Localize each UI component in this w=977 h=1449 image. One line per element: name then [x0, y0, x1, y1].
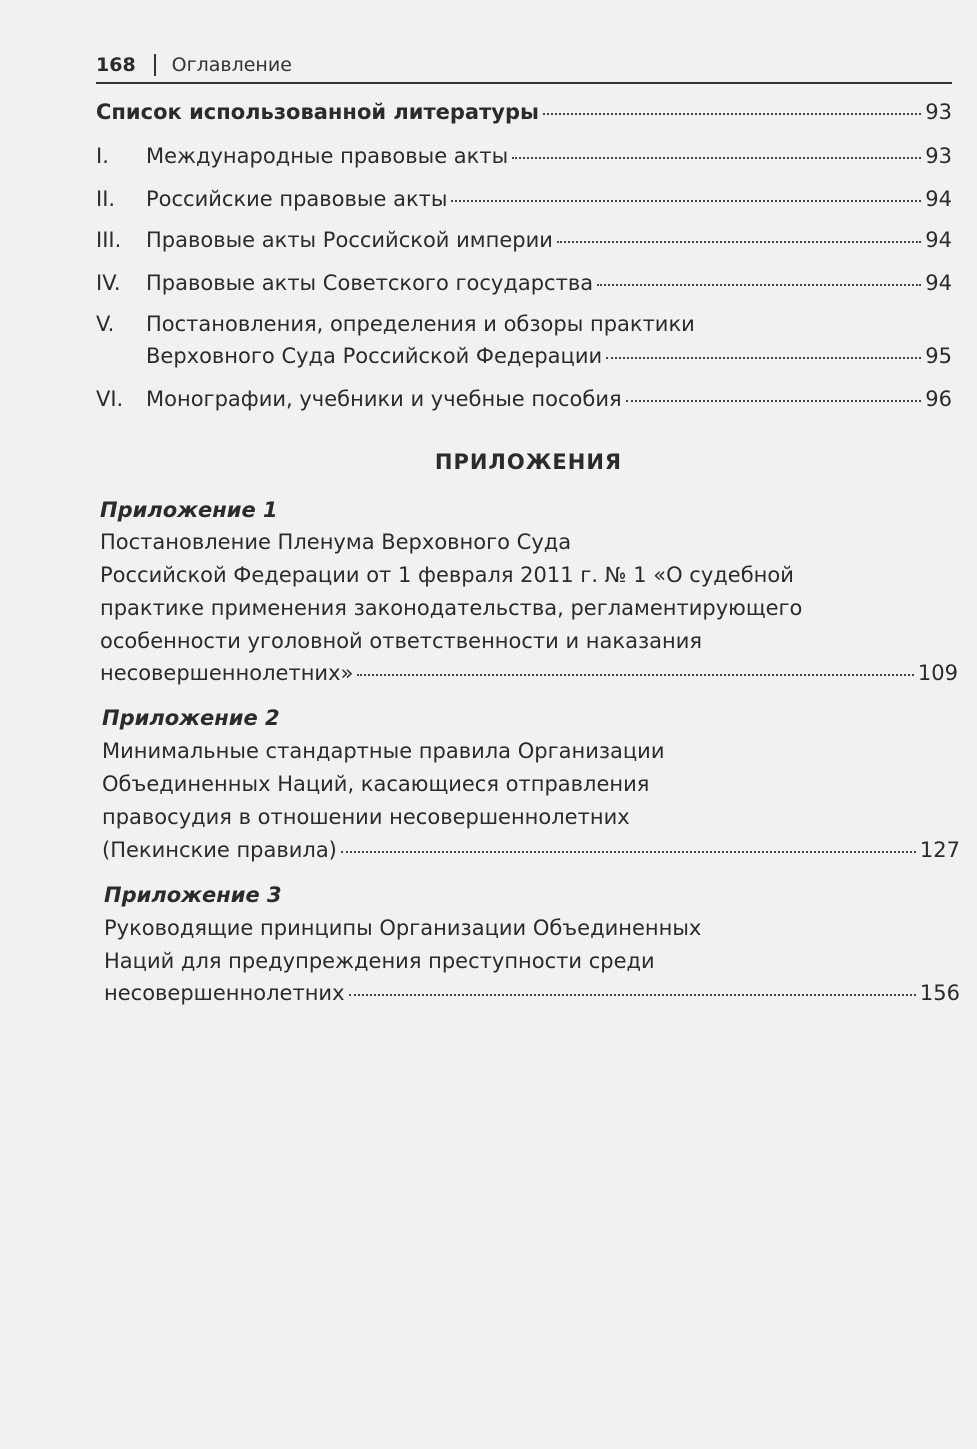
header-rule [96, 82, 952, 84]
toc-entry-title: Список использованной литературы [96, 100, 539, 124]
appendix-label: Приложение 1 [100, 498, 278, 522]
toc-roman-numeral: VI. [96, 387, 124, 411]
running-head-title: Оглавление [171, 54, 292, 76]
toc-entry-soviet-acts[interactable] [146, 269, 952, 297]
toc-roman-numeral: I. [96, 144, 109, 168]
appendix-title-line: Российской Федерации от 1 февраля 2011 г. № 1 «О судебной [100, 563, 794, 587]
dot-leader [451, 200, 921, 202]
toc-entry-title: Российские правовые акты [146, 187, 448, 211]
dot-leader [597, 284, 921, 286]
dot-leader [557, 241, 921, 243]
toc-entry-title: несовершеннолетних [104, 981, 345, 1005]
appendix-title-line: правосудия в отношении несовершеннолетних [102, 805, 630, 829]
page-number: 168 [96, 54, 136, 76]
toc-roman-numeral: IV. [96, 271, 121, 295]
toc-entry-title: Монографии, учебники и учебные пособия [146, 387, 622, 411]
toc-page-number: 109 [917, 661, 958, 685]
toc-entry-appendix-3[interactable] [104, 979, 960, 1007]
toc-page-number: 96 [925, 387, 952, 411]
appendices-heading: ПРИЛОЖЕНИЯ [434, 450, 623, 474]
appendix-title-line: Объединенных Наций, касающиеся отправления [102, 772, 650, 796]
toc-entry-title: Правовые акты Советского государства [146, 271, 594, 295]
toc-entry-title: Международные правовые акты [146, 144, 509, 168]
dot-leader [512, 157, 921, 159]
toc-entry-supreme-court[interactable] [146, 342, 952, 370]
appendix-title-line: Руководящие принципы Организации Объединенных [104, 916, 702, 940]
toc-entry-monographs[interactable] [146, 385, 952, 413]
toc-entry-title: Верховного Суда Российской Федерации [146, 344, 603, 368]
appendix-title-line: Наций для предупреждения преступности среди [104, 949, 655, 973]
toc-page-number: 93 [925, 144, 952, 168]
toc-page-number: 156 [919, 981, 960, 1005]
toc-entry-line: Постановления, определения и обзоры практики [146, 312, 695, 336]
toc-page-number: 93 [925, 100, 952, 124]
toc-entry-empire-acts[interactable] [146, 226, 952, 254]
toc-roman-numeral: V. [96, 312, 115, 336]
dot-leader [606, 357, 921, 359]
toc-page-number: 94 [925, 271, 952, 295]
appendix-title-line: Минимальные стандартные правила Организации [102, 739, 665, 763]
toc-page-number: 94 [925, 228, 952, 252]
toc-entry-title: несовершеннолетних» [100, 661, 354, 685]
toc-page-number: 94 [925, 187, 952, 211]
toc-entry-international-acts[interactable] [146, 142, 952, 170]
toc-entry-title: (Пекинские правила) [102, 838, 337, 862]
appendix-label: Приложение 2 [102, 706, 280, 730]
dot-leader [341, 851, 916, 853]
toc-roman-numeral: III. [96, 228, 122, 252]
toc-page-number: 127 [919, 838, 960, 862]
dot-leader [543, 113, 921, 115]
appendix-title-line: Постановление Пленума Верховного Суда [100, 530, 572, 554]
appendix-label: Приложение 3 [104, 883, 282, 907]
appendix-title-line: особенности уголовной ответственности и наказания [100, 629, 702, 653]
toc-entry-appendix-2[interactable] [102, 836, 960, 864]
running-head [96, 50, 952, 80]
appendix-title-line: практике применения законодательства, регламентирующего [100, 596, 803, 620]
dot-leader [349, 994, 916, 996]
toc-entry-bibliography[interactable] [96, 98, 952, 126]
toc-roman-numeral: II. [96, 187, 116, 211]
toc-entry-russian-acts[interactable] [146, 185, 952, 213]
header-divider [154, 54, 156, 76]
toc-page-number: 95 [925, 344, 952, 368]
toc-entry-title: Правовые акты Российской империи [146, 228, 553, 252]
dot-leader [357, 674, 914, 676]
toc-entry-appendix-1[interactable] [100, 659, 958, 687]
dot-leader [626, 400, 922, 402]
